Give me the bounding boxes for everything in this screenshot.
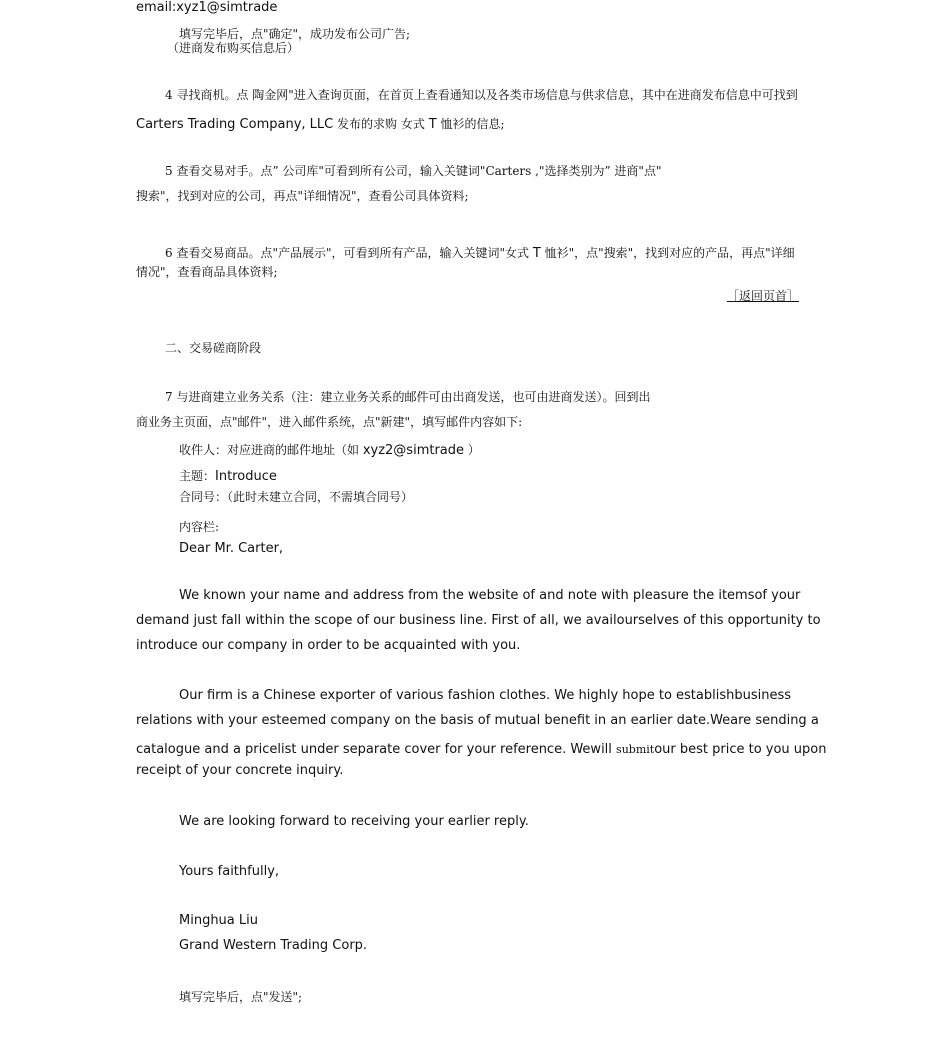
email-line: email:xyz1@simtrade <box>136 0 278 15</box>
section-heading: 二、交易磋商阶段 <box>165 341 262 355</box>
letter-p1-line3: introduce our company in order to be acquainted with you. <box>136 638 521 653</box>
letter-greeting: Dear Mr. Carter, <box>179 541 284 556</box>
step7-line2: 商业务主页面，点"邮件"，进入邮件系统，点"新建"，填写邮件内容如下: <box>136 415 523 429</box>
step4-line2: Carters Trading Company, LLC 发布的求购 女式 T 恤衫的信息; <box>136 117 505 132</box>
step4-line1: 4 寻找商机。点 陶金网"进入查询页面，在首页上查看通知以及各类市场信息与供求信息，其中在进商发布信息中可找到 <box>165 88 798 102</box>
letter-p1-line2: demand just fall within the scope of our business line. First of all, we availourselves of this opportunity to <box>136 613 821 628</box>
step6-line2: 情况"，查看商品具体资料; <box>136 265 278 279</box>
instruction-note: （进商发布购买信息后） <box>167 41 300 55</box>
recipient-line: 收件人：对应进商的邮件地址（如 xyz2@simtrade ） <box>179 443 480 458</box>
step7-line1: 7 与进商建立业务关系（注：建立业务关系的邮件可由出商发送，也可由进商发送）。回到出 <box>165 390 651 404</box>
letter-p2-line3: catalogue and a pricelist under separate cover for your reference. Wewill submitour best price to you upon <box>136 742 827 757</box>
letter-closing: Yours faithfully, <box>179 864 280 879</box>
instruction-confirm: 填写完毕后，点"确定"，成功发布公司广告; <box>179 27 411 41</box>
signature-name: Minghua Liu <box>179 913 258 928</box>
content-label: 内容栏: <box>179 520 220 534</box>
contract-line: 合同号：（此时未建立合同，不需填合同号） <box>179 490 414 504</box>
signature-company: Grand Western Trading Corp. <box>179 938 368 953</box>
subject-value: Introduce <box>215 469 277 484</box>
letter-p1-line1: We known your name and address from the website of and note with pleasure the itemsof your <box>179 588 801 603</box>
letter-p3: We are looking forward to receiving your earlier reply. <box>179 814 529 829</box>
step5-line1: 5 查看交易对手。点” 公司库"可看到所有公司，输入关键词"Carters ,"选择类别为” 进商"点" <box>165 164 662 178</box>
subject-line: 主题：Introduce <box>179 469 277 484</box>
letter-p2-line1: Our firm is a Chinese exporter of various fashion clothes. We highly hope to establishbusiness <box>179 688 792 703</box>
recipient-email: xyz2@simtrade <box>362 443 465 458</box>
instruction-send: 填写完毕后，点"发送"; <box>179 990 303 1004</box>
letter-p2-line2: relations with your esteemed company on the basis of mutual benefit in an earlier date.Weare sending a <box>136 713 819 728</box>
step6-line1: 6 查看交易商品。点"产品展示"，可看到所有产品，输入关键词"女式 T 恤衫"，点"搜索"，找到对应的产品，再点"详细 <box>165 246 795 261</box>
back-to-top-link[interactable]: ［返回页首］ <box>727 289 800 303</box>
step5-line2: 搜索"，找到对应的公司，再点"详细情况"，查看公司具体资料; <box>136 189 469 203</box>
letter-p2-line4: receipt of your concrete inquiry. <box>136 763 344 778</box>
company-name: Carters Trading Company, LLC <box>136 117 334 132</box>
